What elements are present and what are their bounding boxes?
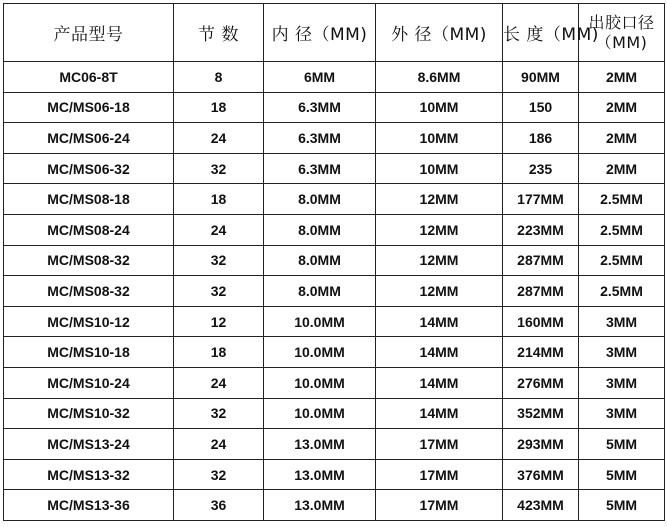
cell-model: MC/MS13-24 xyxy=(4,429,174,460)
cell-sections: 32 xyxy=(174,153,264,184)
cell-outer-diameter: 17MM xyxy=(376,459,503,490)
cell-model: MC/MS06-18 xyxy=(4,92,174,123)
cell-sections: 36 xyxy=(174,490,264,521)
table-row xyxy=(4,92,665,123)
cell-sections: 32 xyxy=(174,276,264,307)
cell-outer-diameter: 14MM xyxy=(376,367,503,398)
cell-inner-diameter: 8.0MM xyxy=(264,214,376,245)
cell-outlet-diameter: 2.5MM xyxy=(579,276,665,307)
cell-model: MC/MS10-12 xyxy=(4,306,174,337)
header-outlet-diameter: 出胶口径（MM) xyxy=(579,4,665,62)
cell-model: MC/MS06-32 xyxy=(4,153,174,184)
cell-outlet-diameter: 3MM xyxy=(579,306,665,337)
cell-inner-diameter: 10.0MM xyxy=(264,306,376,337)
cell-length: 423MM xyxy=(503,490,579,521)
cell-model: MC/MS13-32 xyxy=(4,459,174,490)
header-outer-diameter: 外 径（MM) xyxy=(376,4,503,62)
cell-sections: 18 xyxy=(174,184,264,215)
cell-sections: 18 xyxy=(174,92,264,123)
cell-length: 235 xyxy=(503,153,579,184)
cell-model: MC/MS10-32 xyxy=(4,398,174,429)
cell-inner-diameter: 13.0MM xyxy=(264,490,376,521)
table-body xyxy=(4,62,665,521)
cell-sections: 32 xyxy=(174,398,264,429)
cell-model: MC/MS08-32 xyxy=(4,276,174,307)
cell-outer-diameter: 14MM xyxy=(376,306,503,337)
cell-outlet-diameter: 3MM xyxy=(579,398,665,429)
cell-length: 90MM xyxy=(503,62,579,93)
cell-outer-diameter: 12MM xyxy=(376,245,503,276)
cell-sections: 24 xyxy=(174,367,264,398)
table-row xyxy=(4,276,665,307)
cell-outer-diameter: 17MM xyxy=(376,429,503,460)
header-model: 产品型号 xyxy=(4,4,174,62)
cell-outlet-diameter: 3MM xyxy=(579,337,665,368)
table-row xyxy=(4,398,665,429)
cell-outer-diameter: 10MM xyxy=(376,153,503,184)
cell-model: MC/MS10-24 xyxy=(4,367,174,398)
cell-outer-diameter: 12MM xyxy=(376,276,503,307)
cell-model: MC/MS08-24 xyxy=(4,214,174,245)
cell-length: 293MM xyxy=(503,429,579,460)
cell-length: 177MM xyxy=(503,184,579,215)
cell-sections: 8 xyxy=(174,62,264,93)
cell-sections: 32 xyxy=(174,245,264,276)
table-row xyxy=(4,214,665,245)
cell-outlet-diameter: 2.5MM xyxy=(579,184,665,215)
cell-length: 376MM xyxy=(503,459,579,490)
table-row xyxy=(4,306,665,337)
cell-outer-diameter: 12MM xyxy=(376,214,503,245)
cell-inner-diameter: 8.0MM xyxy=(264,245,376,276)
specification-table xyxy=(3,3,665,521)
cell-inner-diameter: 10.0MM xyxy=(264,337,376,368)
table-row xyxy=(4,153,665,184)
cell-outlet-diameter: 2.5MM xyxy=(579,214,665,245)
table-row xyxy=(4,490,665,521)
header-row xyxy=(4,4,665,62)
table-row xyxy=(4,337,665,368)
cell-length: 287MM xyxy=(503,276,579,307)
cell-outlet-diameter: 3MM xyxy=(579,367,665,398)
cell-length: 352MM xyxy=(503,398,579,429)
cell-outer-diameter: 12MM xyxy=(376,184,503,215)
cell-outlet-diameter: 2MM xyxy=(579,123,665,154)
cell-outlet-diameter: 2.5MM xyxy=(579,245,665,276)
cell-inner-diameter: 13.0MM xyxy=(264,429,376,460)
cell-length: 150 xyxy=(503,92,579,123)
cell-model: MC/MS06-24 xyxy=(4,123,174,154)
cell-inner-diameter: 8.0MM xyxy=(264,184,376,215)
table-row xyxy=(4,62,665,93)
cell-model: MC06-8T xyxy=(4,62,174,93)
cell-outlet-diameter: 2MM xyxy=(579,62,665,93)
cell-sections: 12 xyxy=(174,306,264,337)
table-row xyxy=(4,184,665,215)
cell-inner-diameter: 6.3MM xyxy=(264,153,376,184)
cell-length: 287MM xyxy=(503,245,579,276)
cell-outer-diameter: 10MM xyxy=(376,92,503,123)
table-row xyxy=(4,459,665,490)
cell-outlet-diameter: 2MM xyxy=(579,153,665,184)
cell-inner-diameter: 6.3MM xyxy=(264,123,376,154)
cell-outlet-diameter: 2MM xyxy=(579,92,665,123)
cell-inner-diameter: 13.0MM xyxy=(264,459,376,490)
cell-model: MC/MS08-18 xyxy=(4,184,174,215)
cell-sections: 24 xyxy=(174,123,264,154)
cell-model: MC/MS08-32 xyxy=(4,245,174,276)
cell-length: 276MM xyxy=(503,367,579,398)
cell-outer-diameter: 17MM xyxy=(376,490,503,521)
cell-outer-diameter: 8.6MM xyxy=(376,62,503,93)
table-row xyxy=(4,123,665,154)
table-row xyxy=(4,367,665,398)
header-length: 长 度（MM) xyxy=(503,4,579,62)
cell-length: 160MM xyxy=(503,306,579,337)
cell-sections: 24 xyxy=(174,214,264,245)
table-row xyxy=(4,429,665,460)
cell-outer-diameter: 10MM xyxy=(376,123,503,154)
cell-sections: 24 xyxy=(174,429,264,460)
cell-sections: 18 xyxy=(174,337,264,368)
cell-inner-diameter: 6MM xyxy=(264,62,376,93)
cell-outlet-diameter: 5MM xyxy=(579,490,665,521)
cell-inner-diameter: 8.0MM xyxy=(264,276,376,307)
cell-length: 186 xyxy=(503,123,579,154)
header-inner-diameter: 内 径（MM) xyxy=(264,4,376,62)
cell-outlet-diameter: 5MM xyxy=(579,459,665,490)
cell-length: 214MM xyxy=(503,337,579,368)
cell-model: MC/MS10-18 xyxy=(4,337,174,368)
table-row xyxy=(4,245,665,276)
cell-outer-diameter: 14MM xyxy=(376,398,503,429)
cell-model: MC/MS13-36 xyxy=(4,490,174,521)
cell-inner-diameter: 10.0MM xyxy=(264,398,376,429)
cell-inner-diameter: 10.0MM xyxy=(264,367,376,398)
cell-sections: 32 xyxy=(174,459,264,490)
header-sections: 节 数 xyxy=(174,4,264,62)
cell-length: 223MM xyxy=(503,214,579,245)
cell-inner-diameter: 6.3MM xyxy=(264,92,376,123)
cell-outlet-diameter: 5MM xyxy=(579,429,665,460)
cell-outer-diameter: 14MM xyxy=(376,337,503,368)
